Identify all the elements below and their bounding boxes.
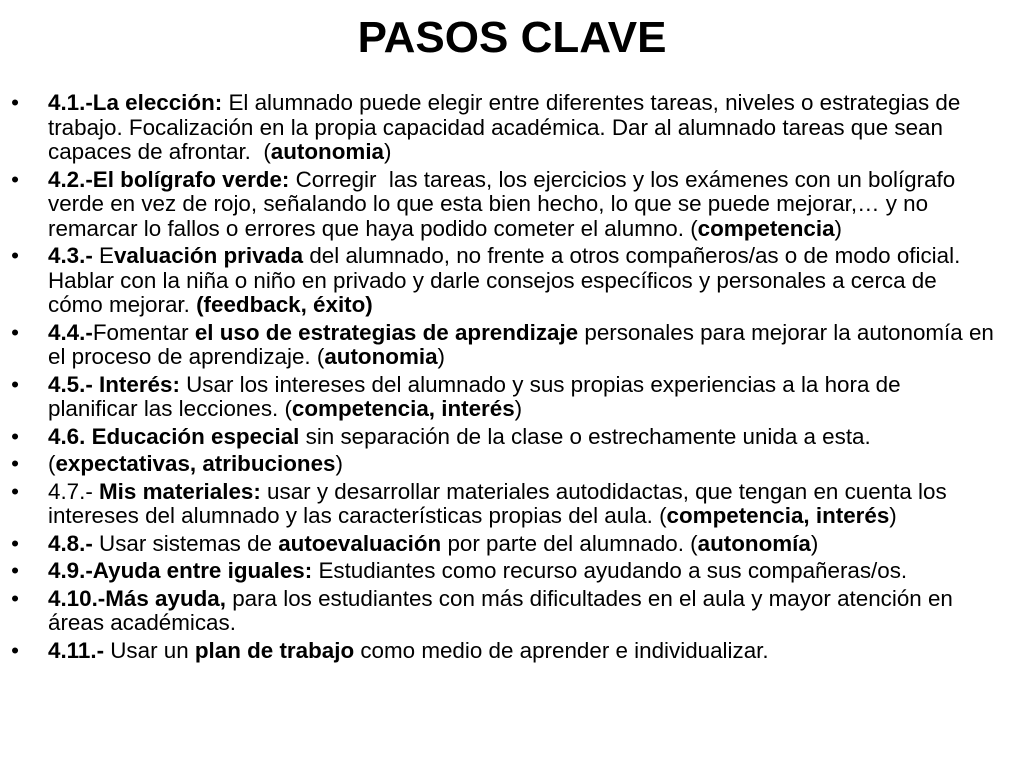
- bullet-text: ): [335, 451, 343, 476]
- bullet-list: [0, 91, 1024, 666]
- slide-title: PASOS CLAVE: [357, 13, 667, 62]
- bullet-text-bold: autoevaluación: [278, 530, 442, 556]
- bullet-item: [0, 321, 1024, 370]
- bullet-text: ): [889, 503, 897, 528]
- bullet-text-bold: Mis materiales:: [99, 478, 261, 504]
- bullet-text-bold: autonomía: [697, 530, 811, 556]
- bullet-text-bold: 4.11.-: [48, 637, 105, 663]
- bullet-text-bold: (feedback, éxito): [196, 292, 373, 317]
- bullet-text-bold: 4.3.-: [48, 243, 93, 268]
- bullet-text-bold: competencia: [697, 215, 835, 241]
- bullet-text: ): [514, 396, 523, 421]
- bullet-text-bold: valuación privada: [113, 243, 304, 268]
- bullet-text: como medio de aprender e individualizar.: [354, 637, 769, 663]
- bullet-text-bold: expectativas, atribuciones: [55, 451, 336, 476]
- bullet-text-bold: el uso de estrategias de aprendizaje: [194, 319, 579, 345]
- bullet-text-bold: 4.4.-: [48, 319, 93, 345]
- bullet-item: [0, 532, 1024, 557]
- bullet-text: (: [48, 451, 56, 476]
- bullet-text: Fomentar: [92, 319, 195, 345]
- bullet-text: El alumnado puede elegir entre diferentes tareas, niveles o estrategias de trabajo. Focalización en la propia capacidad académica. Dar al alumnado tareas que sean capaces de afrontar. (: [48, 90, 967, 164]
- bullet-item: [0, 373, 1024, 422]
- bullet-item: [0, 559, 1024, 584]
- bullet-text: Usar sistemas de: [92, 530, 279, 556]
- bullet-text: Corregir las tareas, los ejercicios y los exámenes con un bolígrafo verde en vez de rojo, señalando lo que esta bien hecho, lo que se puede mejorar,… y no remarcar lo fallos o errores que haya podido cometer el alumno. (: [48, 166, 962, 241]
- bullet-dot-icon: •: [11, 371, 19, 397]
- bullet-text-bold: 4.6. Educación especial: [48, 423, 300, 449]
- bullet-text-bold: 4.10.-Más ayuda,: [48, 585, 226, 611]
- bullet-item: [0, 244, 1024, 318]
- bullet-text-bold: 4.2.-El bolígrafo verde:: [48, 166, 290, 192]
- bullet-text: sin separación de la clase o estrechamente unida a esta.: [299, 423, 871, 449]
- bullet-text: del alumnado, no frente a otros compañeros/as o de modo oficial. Hablar con la niña o niño en privado y darle consejos específicos y personales a cerca de cómo mejorar.: [48, 243, 967, 317]
- bullet-text-bold: autonomia: [324, 344, 438, 369]
- bullet-dot-icon: •: [11, 558, 19, 583]
- bullet-dot-icon: •: [11, 585, 19, 611]
- bullet-item: [0, 452, 1024, 477]
- bullet-dot-icon: •: [11, 478, 19, 504]
- bullet-dot-icon: •: [11, 423, 19, 449]
- bullet-dot-icon: •: [11, 451, 19, 476]
- bullet-text: ): [384, 139, 392, 164]
- bullet-item: [0, 168, 1024, 242]
- bullet-text-bold: 4.8.-: [48, 530, 93, 556]
- bullet-text-bold: autonomia: [270, 139, 384, 164]
- bullet-item: [0, 91, 1024, 165]
- bullet-text: personales para mejorar la autonomía en el proceso de aprendizaje. (: [48, 319, 1001, 369]
- bullet-dot-icon: •: [11, 90, 19, 115]
- bullet-dot-icon: •: [11, 319, 19, 345]
- bullet-text-bold: 4.1.-La elección:: [48, 90, 223, 115]
- bullet-item: [0, 587, 1024, 636]
- bullet-text: usar y desarrollar materiales autodidactas, que tengan en cuenta los intereses del alumnado y las características propias del aula. (: [48, 478, 953, 528]
- bullet-text-bold: competencia, interés: [291, 396, 515, 421]
- bullet-item: [0, 425, 1024, 450]
- bullet-text-bold: 4.5.- Interés:: [48, 371, 180, 397]
- bullet-item: [0, 480, 1024, 529]
- bullet-text-bold: competencia, interés: [666, 503, 890, 528]
- bullet-dot-icon: •: [11, 243, 19, 268]
- bullet-dot-icon: •: [11, 637, 19, 663]
- bullet-text-bold: plan de trabajo: [194, 637, 355, 663]
- bullet-text: ): [810, 530, 819, 556]
- bullet-text: 4.7.-: [48, 478, 100, 504]
- bullet-dot-icon: •: [11, 530, 19, 556]
- bullet-item: [0, 639, 1024, 664]
- bullet-text: Estudiantes como recurso ayudando a sus compañeras/os.: [312, 558, 908, 583]
- bullet-text: Usar un: [104, 637, 195, 663]
- bullet-text: por parte del alumnado. (: [441, 530, 698, 556]
- bullet-text: ): [437, 344, 445, 369]
- bullet-text-bold: 4.9.-Ayuda entre iguales:: [48, 558, 313, 583]
- bullet-text: ): [834, 215, 843, 241]
- bullet-text: Usar los intereses del alumnado y sus propias experiencias a la hora de planificar las lecciones. (: [48, 371, 907, 421]
- bullet-text: E: [92, 243, 114, 268]
- bullet-dot-icon: •: [11, 166, 19, 192]
- bullet-text: para los estudiantes con más dificultades en el aula y mayor atención en áreas académicas.: [48, 585, 960, 635]
